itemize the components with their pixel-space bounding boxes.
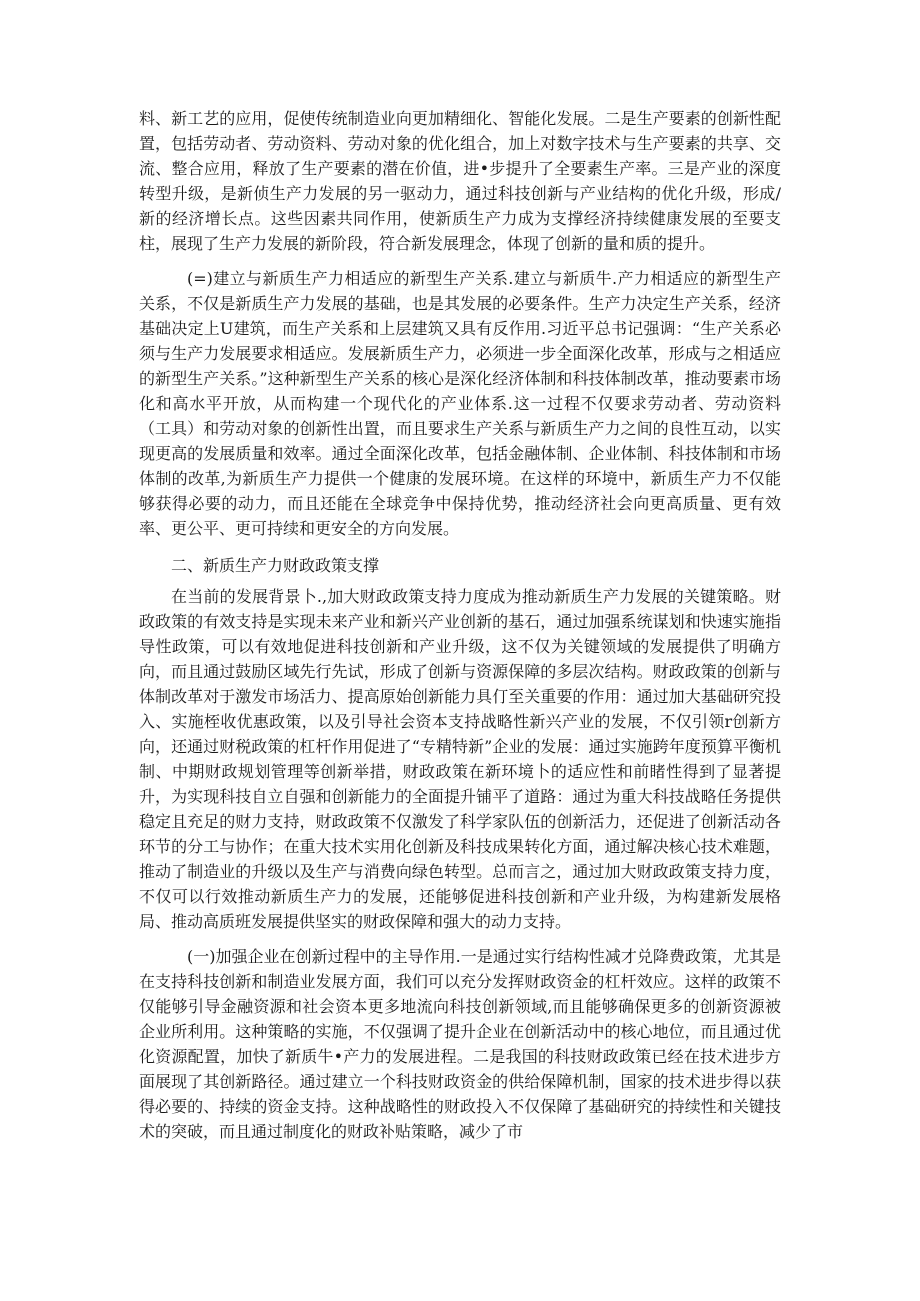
paragraph-fiscal-support: 在当前的发展背景卜.,加大财政政策支持力度成为推动新质生产力发展的关键策略。财政政策的有效支持是实现未来产业和新兴产业创新的基石，通过加强系统谋划和快速实施指导性政策，可以有效地促进科技创新和产业升级，这不仅为关键领域的发展提供了明确方向，而且通过鼓励区域先行先试，形成了创新与资源保障的多层次结构。财政政策的创新与体制改革对于激发市场活力、提高原始创新能力具仃至关重要的作用：通过加大基础研究投入、实施桎收优惠政策，以及引导社会资本支持战略性新兴产业的发展，不仅引领r创新方向，还通过财税政策的杠杆作用促进了“专精特新”企业的发展：通过实施跨年度预算平衡机制、中期财政规划管理等创新举措，财政政策在新环境卜的适应性和前睹性得到了显著提升，为实现科技自立自强和创新能力的全面提升铺平了道路：通过为重大科技战略任务提供稳定且充足的财力支持，财政政策不仅激发了科学家队伍的创新活力，还促进了创新活动各环节的分工与协作；在重大技术实用化创新及科技成果转化方面，通过解决核心技术难题，推动了制造业的升级以及生产与消费向绿色转型。总而言之，通过加大财政政策支持力度，不仅可以行效推动新质生产力的发展，还能够促进科技创新和产业升级，为构建新发展格局、推动高质班发展提供坚实的财政保障和强大的动力支持。 (139, 587, 781, 931)
paragraph-enterprise-leading-role: (一)加强企业在创新过程中的主导作用.一是通过实行结构性减才兑降费政策，尤其是在支持科技创新和制造业发展方面，我们可以充分发挥财政资金的杠杆效应。这样的政策不仅能够引导金融资源和社会资本更多地流向科技创新领域,而且能够确保更多的创新资源被企业所利用。这种策略的实施，不仅强调了提升企业在创新活动中的核心地位，而且通过优化资源配置，加快了新质牛•产力的发展进程。二是我国的科技财政政策已经在技术进步方面展现了其创新路径。通过建立一个科技财政资金的供给保障机制，国家的技术进步得以获得必要的、持续的资金支持。这种战略性的财政投入不仅保障了基础研究的持续性和关键技术的突破，而且通过制度化的财政补贴策略，减少了市 (139, 947, 781, 1141)
paragraph-continuation: 料、新工艺的应用，促使传统制造业向更加精细化、智能化发展。二是生产要素的创新性配置，包括劳动者、劳动资料、劳动对象的优化组合，加上对数字技术与生产要素的共享、交流、整合应用，释放了生产要素的潜在价值，进•步提升了全要素生产率。三是产业的深度转型升级，是新侦生产力发展的另一驱动力，通过科技创新与产业结构的优化升级，形成/新的经济增长点。这些因素共同作用，使新质生产力成为支撑经济持续健康发展的至要支柱，展现了生产力发展的新阶段，符合新发展理念，体现了创新的量和质的提升。 (139, 109, 781, 253)
paragraph-new-production-relations: (=)建立与新质生产力相适应的新型生产关系.建立与新质牛.产力相适应的新型生产关系，不仅是新质生产力发展的基础，也是其发展的必要条件。生产力决定生产关系，经济基础决定上U建筑，而生产关系和上层建筑又具有反作用.习近平总书记强调：“生产关系必须与生产力发展要求相适应。发展新质生产力，必须进一步全面深化改革，形成与之相适应的新型生产关系。”这种新型生产关系的核心是深化经济体制和科技体制改革，推动要素市场化和高水平开放，从而构建一个现代化的产业体系.这一过程不仅要求劳动者、劳动资料（工具）和劳动对象的创新性出置，而且要求生产关系与新质生产力之间的良性互动，以实现更高的发展质量和效率。通过全面深化改革，包括金融体制、企业体制、科技体制和市场体制的改革,为新质生产力提供一个健康的发展环境。在这样的环境中，新质生产力不仅能够获得必要的动力，而且还能在全球竞争中保持优势，推动经济社会向更高质量、更有效率、更公平、更可持续和更安全的方向发展。 (139, 269, 781, 538)
document-page (139, 106, 781, 1144)
section-heading-fiscal-policy: 二、新质生产力财政政策支撑 (171, 556, 380, 575)
